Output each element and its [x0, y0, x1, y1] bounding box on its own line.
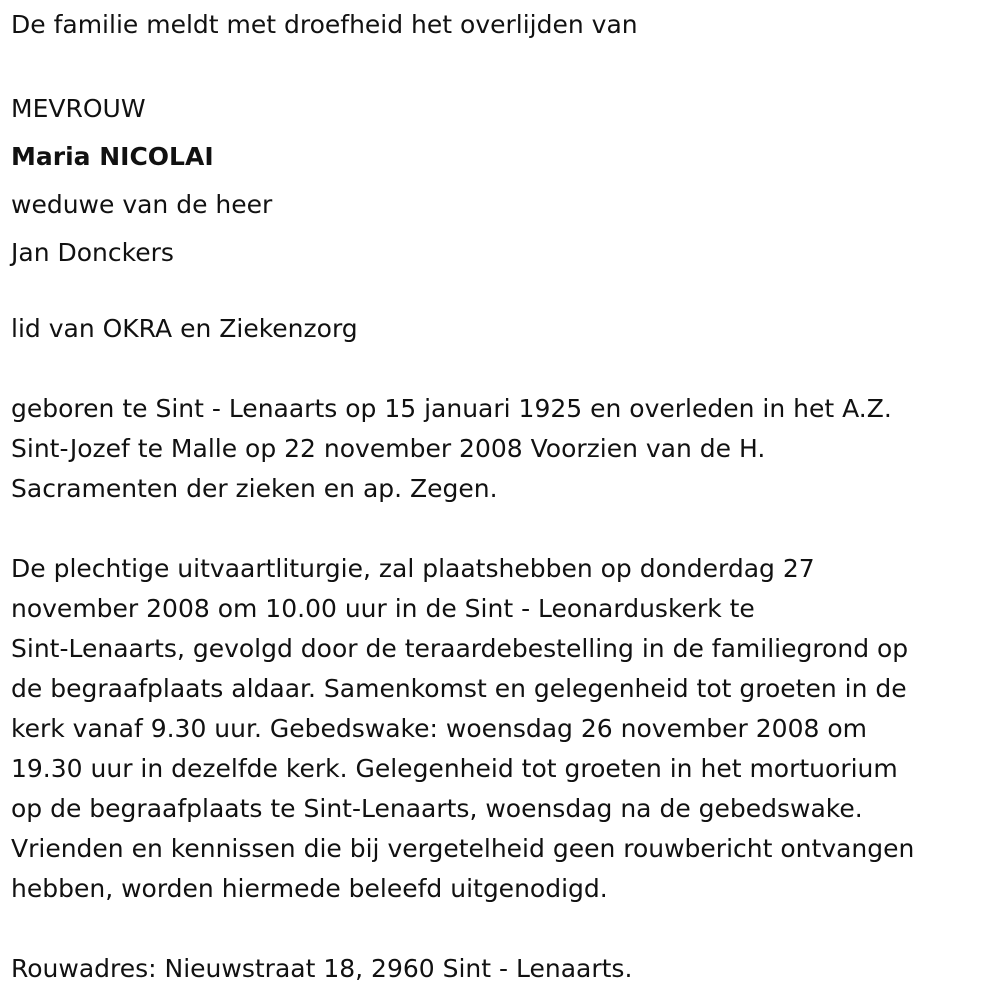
- paragraph-line: De plechtige uitvaartliturgie, zal plaatshebben op donderdag 27: [11, 554, 815, 583]
- spacer: [11, 45, 986, 85]
- address-text: Rouwadres: Nieuwstraat 18, 2960 Sint - Lenaarts.: [11, 954, 633, 983]
- death-notice: [11, 5, 986, 989]
- spacer: [11, 349, 986, 389]
- paragraph-line: Sint-Lenaarts, gevolgd door de teraardebestelling in de familiegrond op: [11, 634, 909, 663]
- deceased-name: Maria NICOLAI: [11, 142, 214, 171]
- funeral-paragraph: [11, 549, 986, 909]
- paragraph-line: Sacramenten der zieken en ap. Zegen.: [11, 474, 498, 503]
- paragraph-line: kerk vanaf 9.30 uur. Gebedswake: woensdag 26 november 2008 om: [11, 714, 867, 743]
- birth-death-paragraph: [11, 389, 986, 509]
- paragraph-line: de begraafplaats aldaar. Samenkomst en gelegenheid tot groeten in de: [11, 674, 907, 703]
- paragraph-line: op de begraafplaats te Sint-Lenaarts, woensdag na de gebedswake.: [11, 794, 863, 823]
- title-text: MEVROUW: [11, 94, 146, 123]
- intro-text: De familie meldt met droefheid het overlijden van: [11, 10, 638, 39]
- paragraph-line: Vrienden en kennissen die bij vergetelheid geen rouwbericht ontvangen: [11, 834, 915, 863]
- spacer: [11, 277, 986, 309]
- paragraph-line: geboren te Sint - Lenaarts op 15 januari 1925 en overleden in het A.Z.: [11, 394, 892, 423]
- paragraph-line: 19.30 uur in dezelfde kerk. Gelegenheid tot groeten in het mortuorium: [11, 754, 898, 783]
- spacer: [11, 509, 986, 549]
- spacer: [11, 909, 986, 949]
- spouse-name: Jan Donckers: [11, 238, 174, 267]
- relation-text: weduwe van de heer: [11, 190, 273, 219]
- membership-text: lid van OKRA en Ziekenzorg: [11, 314, 358, 343]
- paragraph-line: Sint-Jozef te Malle op 22 november 2008 Voorzien van de H.: [11, 434, 766, 463]
- paragraph-line: november 2008 om 10.00 uur in de Sint - Leonarduskerk te: [11, 594, 755, 623]
- paragraph-line: hebben, worden hiermede beleefd uitgenodigd.: [11, 874, 608, 903]
